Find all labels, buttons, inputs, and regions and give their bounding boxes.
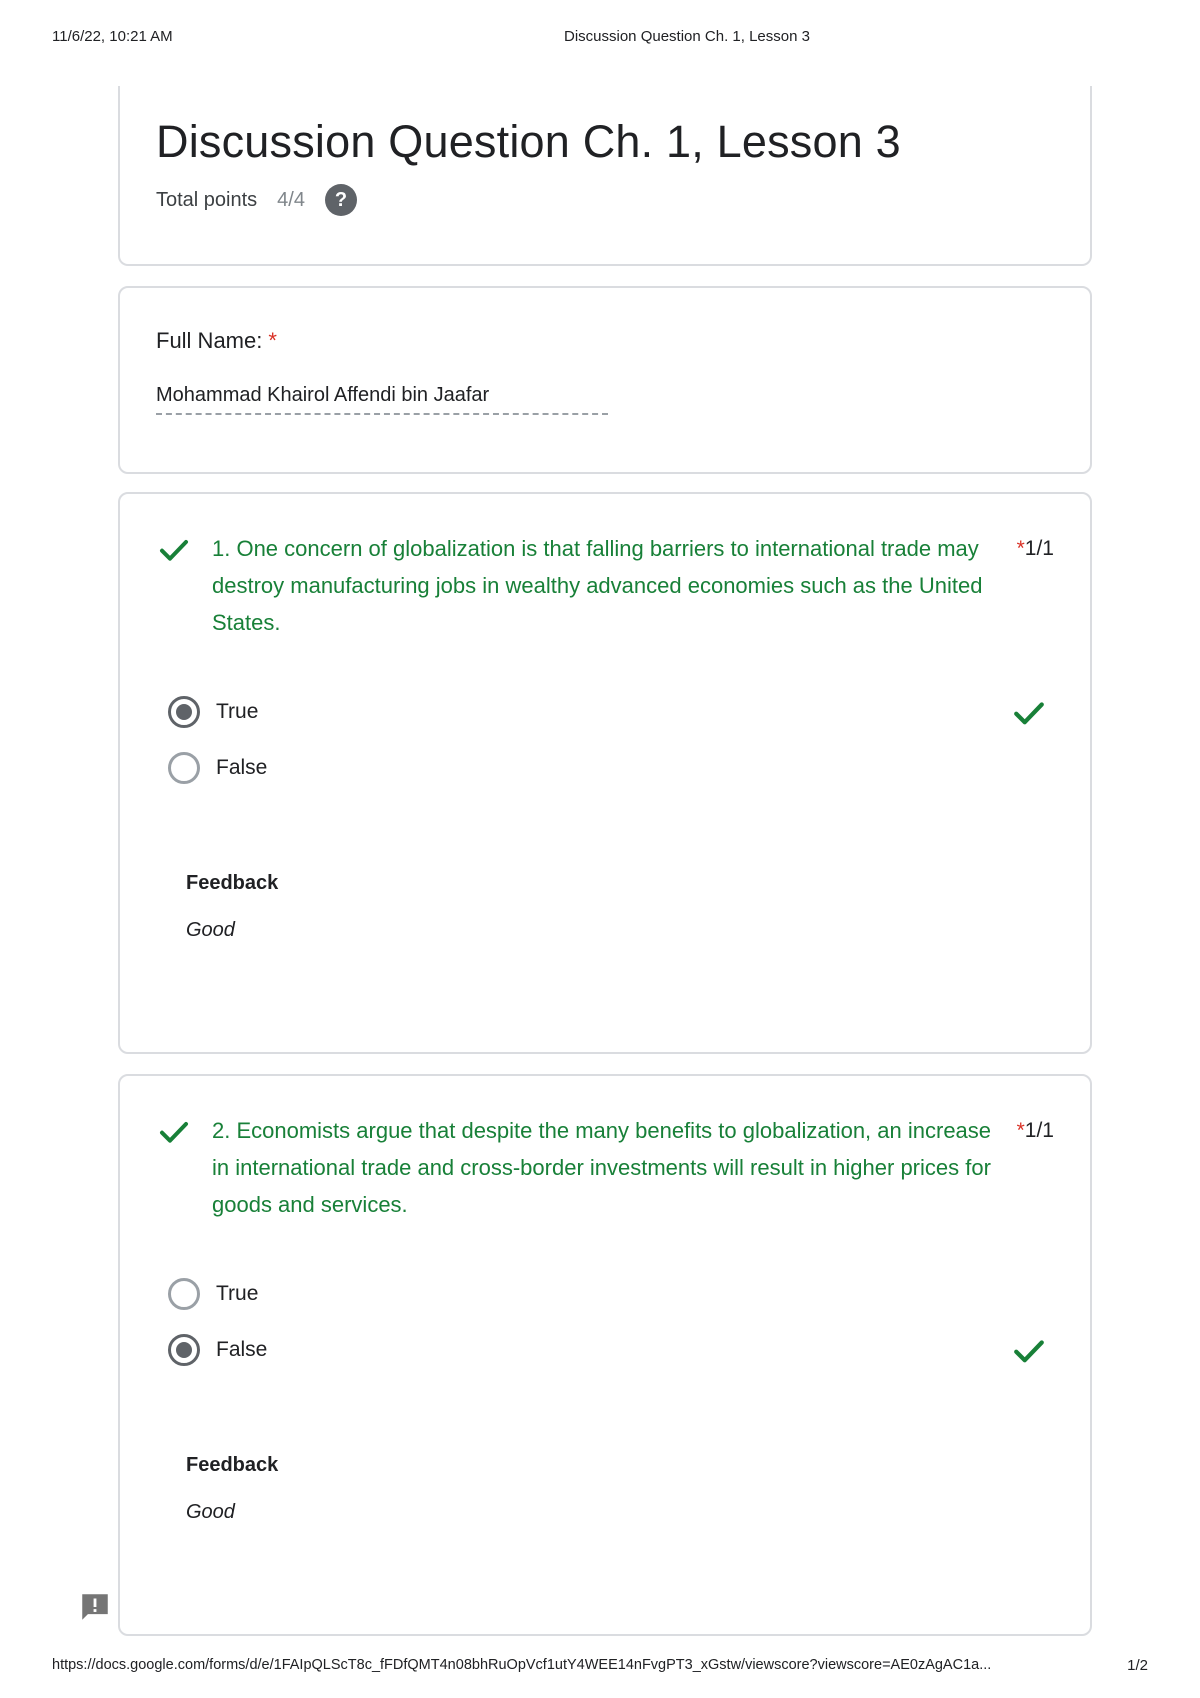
- help-icon[interactable]: ?: [325, 184, 357, 216]
- radio-selected[interactable]: [168, 1334, 200, 1366]
- feedback-title: Feedback: [186, 1454, 279, 1476]
- option-false[interactable]: [168, 1332, 267, 1368]
- required-marker: *: [1016, 537, 1025, 560]
- option-true[interactable]: [168, 1276, 258, 1312]
- option-false[interactable]: [168, 750, 267, 786]
- full-name-card: [118, 286, 1092, 474]
- check-icon: [1012, 696, 1046, 730]
- feedback-text: Good: [186, 1501, 235, 1523]
- option-label: True: [216, 700, 259, 723]
- points-value: 1/1: [1024, 1119, 1054, 1142]
- radio-unselected[interactable]: [168, 1278, 200, 1310]
- check-icon: [1012, 1334, 1046, 1368]
- radio-selected[interactable]: [168, 696, 200, 728]
- feedback-title: Feedback: [186, 872, 279, 894]
- print-url: https://docs.google.com/forms/d/e/1FAIpQLScT8c_fFDfQMT4n08bhRuOpVcf1utY4WEE14nFvgPT3_xGstw/viewscore?viewscore=AE0zAgAC1a...: [52, 1657, 992, 1673]
- required-marker: *: [1016, 1119, 1025, 1142]
- total-points-label: Total points: [156, 188, 258, 211]
- question-card-1: [118, 492, 1092, 1054]
- option-label: True: [216, 1282, 259, 1305]
- print-doc-title: Discussion Question Ch. 1, Lesson 3: [564, 28, 810, 45]
- feedback-text: Good: [186, 919, 235, 941]
- check-icon: [158, 1116, 190, 1148]
- points-value: 1/1: [1024, 537, 1054, 560]
- question-card-2: [118, 1074, 1092, 1636]
- form-title-card: [118, 86, 1092, 266]
- question-text: 1. One concern of globalization is that falling barriers to international trade may destroy manufacturing jobs in wealthy advanced economies such as the United States.: [212, 536, 983, 635]
- full-name-value: Mohammad Khairol Affendi bin Jaafar: [156, 384, 608, 415]
- question-points: [1017, 1112, 1054, 1149]
- option-label: False: [216, 756, 268, 779]
- question-text: 2. Economists argue that despite the many benefits to globalization, an increase in international trade and cross-border investments will result in higher prices for goods and services.: [212, 1118, 992, 1217]
- print-footer: [52, 1657, 1148, 1677]
- option-true[interactable]: [168, 694, 258, 730]
- form-title: Discussion Question Ch. 1, Lesson 3: [156, 116, 901, 167]
- radio-unselected[interactable]: [168, 752, 200, 784]
- option-label: False: [216, 1338, 268, 1361]
- report-issue-icon[interactable]: [78, 1590, 112, 1624]
- total-points-value: 4/4: [277, 188, 305, 211]
- print-datetime: 11/6/22, 10:21 AM: [52, 28, 173, 45]
- check-icon: [158, 534, 190, 566]
- print-header: [52, 28, 1148, 48]
- question-points: [1017, 530, 1054, 567]
- full-name-label-text: Full Name:: [156, 328, 263, 353]
- total-points-row: [156, 184, 357, 216]
- required-marker: *: [268, 328, 277, 353]
- full-name-label: [156, 328, 277, 354]
- print-page-number: 1/2: [1127, 1657, 1148, 1674]
